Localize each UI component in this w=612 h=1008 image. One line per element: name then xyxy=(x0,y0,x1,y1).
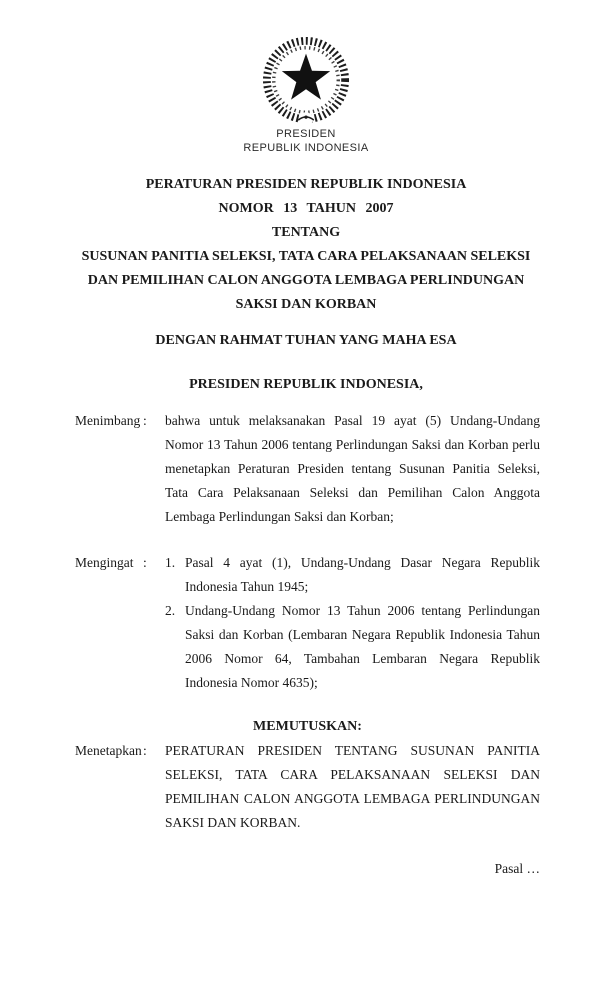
considering-text: bahwa untuk melaksanakan Pasal 19 ayat (5) Undang-Undang Nomor 13 Tahun 2006 tentang Perlindungan Saksi dan Korban perlu menetapkan Peraturan Presiden tentang Susunan Panitia Seleksi, Tata Cara Pelaksanaan Seleksi dan Pemilihan Calon Anggota Lembaga Perlindungan Saksi dan Korban; xyxy=(165,413,540,524)
item-text: Pasal 4 ayat (1), Undang-Undang Dasar Negara Republik Indonesia Tahun 1945; xyxy=(185,555,540,594)
org-name xyxy=(0,128,612,155)
document-body xyxy=(75,409,540,881)
authority-line: PRESIDEN REPUBLIK INDONESIA, xyxy=(189,377,423,392)
legal-basis-section xyxy=(75,551,540,695)
emblem-star xyxy=(282,54,330,100)
item-number: 2. xyxy=(165,603,176,618)
considering-colon: : xyxy=(143,413,147,428)
decision-heading: MEMUTUSKAN: xyxy=(253,719,362,734)
invocation-line: DENGAN RAHMAT TUHAN YANG MAHA ESA xyxy=(155,333,457,348)
org-line-presiden: PRESIDEN xyxy=(276,128,336,140)
item-number: 1. xyxy=(165,555,176,570)
considering-section xyxy=(75,409,540,529)
enacting-colon: : xyxy=(143,743,147,758)
wreath-knot-dot xyxy=(304,115,307,118)
legal-basis-item-1 xyxy=(165,551,540,599)
letterhead xyxy=(0,0,612,155)
legal-basis-colon: : xyxy=(143,555,147,570)
considering-label: Menimbang xyxy=(75,413,141,428)
title-line-peraturan: PERATURAN PRESIDEN REPUBLIK INDONESIA xyxy=(145,177,467,192)
title-line-subject-3: SAKSI DAN KORBAN xyxy=(235,297,377,312)
title-line-tentang: TENTANG xyxy=(271,225,341,240)
regulation-title xyxy=(0,173,612,317)
legal-basis-list xyxy=(165,551,540,695)
legal-basis-label: Mengingat xyxy=(75,555,134,570)
title-line-nomor: NOMOR 13 TAHUN 2007 xyxy=(218,201,394,216)
enacting-section xyxy=(75,739,540,835)
title-line-subject-1: SUSUNAN PANITIA SELEKSI, TATA CARA PELAKSANAAN SELEKSI xyxy=(81,249,531,264)
catchword-pasal: Pasal … xyxy=(494,861,540,876)
presidential-star-wreath-emblem xyxy=(257,36,355,124)
enacting-text: PERATURAN PRESIDEN TENTANG SUSUNAN PANITIA SELEKSI, TATA CARA PELAKSANAAN SELEKSI DAN PEMILIHAN CALON ANGGOTA LEMBAGA PERLINDUNGAN SAKSI DAN KORBAN. xyxy=(165,743,540,830)
title-line-subject-2: DAN PEMILIHAN CALON ANGGOTA LEMBAGA PERLINDUNGAN xyxy=(87,273,525,288)
org-line-republik-indonesia: REPUBLIK INDONESIA xyxy=(243,141,369,154)
enacting-label: Menetapkan xyxy=(75,743,142,758)
legal-basis-item-2 xyxy=(165,599,540,695)
item-text: Undang-Undang Nomor 13 Tahun 2006 tentang Perlindungan Saksi dan Korban (Lembaran Negara Republik Indonesia Tahun 2006 Nomor 64, Tambahan Lembaran Negara Republik Indonesia Nomor 4635); xyxy=(185,603,540,690)
